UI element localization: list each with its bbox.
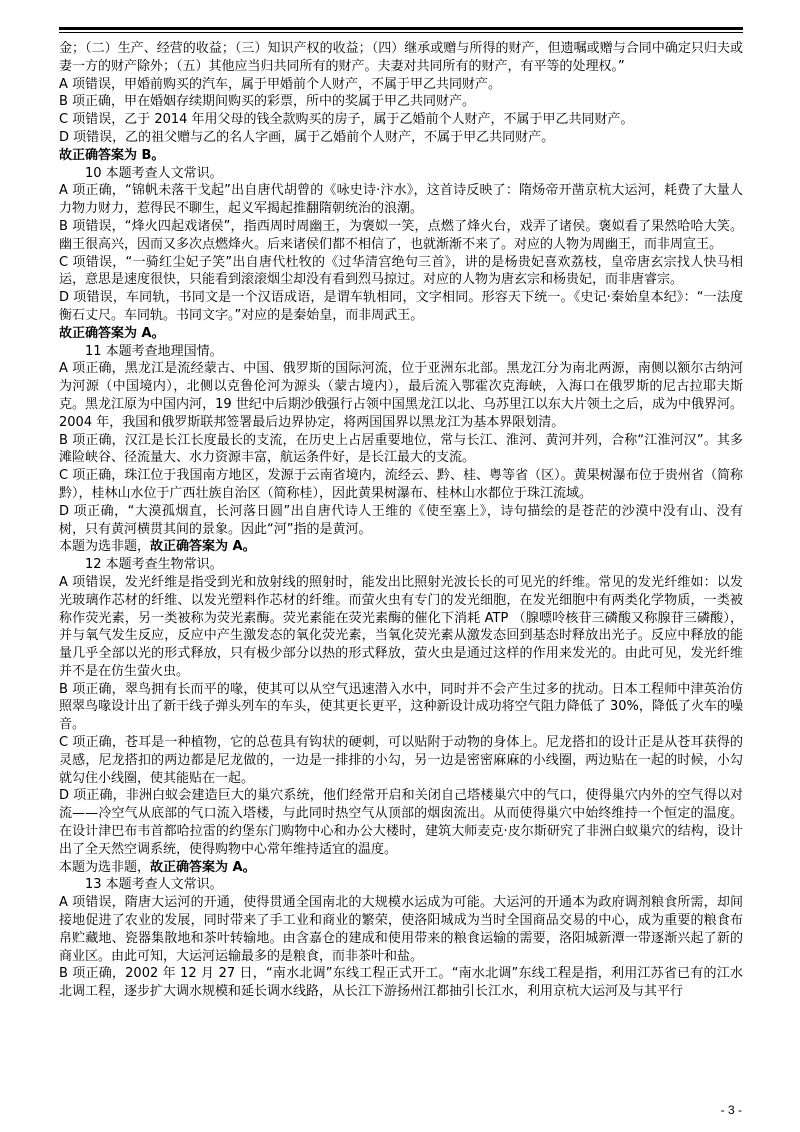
- paragraph: B 项正确，翠鸟拥有长而平的喙，使其可以从空气迅速潜入水中，同时并不会产生过多的扰动。日本工程师中津英治仿照翠鸟喙设计出了新干线子弹头列车的车头，使其更长更平，这种新设计成功将空气阻力降低了 30%，降低了火车的噪音。: [59, 681, 743, 733]
- header-rule-thin: [59, 32, 743, 33]
- answer-emphasis: 故正确答案为 A。: [150, 539, 256, 555]
- answer-line: 本题为选非题，故正确答案为 A。: [59, 539, 256, 555]
- paragraph: B 项正确，汉江是长江长度最长的支流，在历史上占居重要地位，常与长江、淮河、黄河并列，合称“江淮河汉”。其多滩险峡谷、径流量大、水力资源丰富，航运条件好，是长江最大的支流。: [59, 432, 743, 466]
- question-heading: 11 本题考查地理国情。: [85, 343, 223, 359]
- header-rule-thick: [59, 27, 743, 30]
- paragraph: B 项错误，“烽火四起戏诸侯”，指西周时周幽王，为褒姒一笑，点燃了烽火台，戏弄了诸侯。褒姒看了果然哈哈大笑。幽王很高兴，因而又多次点燃烽火。后来诸侯们都不相信了，也就渐渐不来了。对应的人物为周幽王，而非周宣王。: [59, 218, 743, 252]
- paragraph: A 项错误，发光纤维是指受到光和放射线的照射时，能发出比照射光波长长的可见光的纤维。常见的发光纤维如：以发光玻璃作芯材的纤维、以发光塑料作芯材的纤维。而萤火虫有专门的发光细胞，在发光细胞中有两类化学物质，一类被称作荧光素，另一类被称为荧光素酶。荧光素能在荧光素酶的催化下消耗 ATP （腺嘌呤核苷三磷酸又称腺苷三磷酸），并与氧气发生反应，反应中产生激发态的氧化荧光素，当氧化荧光素从激发态回到基态时释放出光子。反应中释放的能量几乎全部以光的形式释放，只有极少部分以热的形式释放，萤火虫是通过这样的作用来发光的。由此可见，发光纤维并不是在仿生萤火虫。: [59, 574, 743, 679]
- question-heading: 12 本题考查生物常识。: [85, 557, 223, 573]
- paragraph: C 项正确，苍耳是一种植物，它的总苞具有钩状的硬刺，可以贴附于动物的身体上。尼龙搭扣的设计正是从苍耳获得的灵感，尼龙搭扣的两边都是尼龙做的，一边是一排排的小勾，另一边是密密麻麻的小线圈，两边贴在一起的时候，小勾就勾住小线圈，使其能贴在一起。: [59, 735, 743, 786]
- paragraph: D 项错误，乙的祖父赠与乙的名人字画，属于乙婚前个人财产，不属于甲乙共同财产。: [59, 129, 555, 145]
- question-heading: 13 本题考查人文常识。: [85, 877, 223, 893]
- paragraph: C 项错误，乙于 2014 年用父母的钱全款购买的房子，属于乙婚前个人财产，不属于甲乙共同财产。: [59, 112, 634, 128]
- paragraph: D 项错误，车同轨，书同文是一个汉语成语，是谓车轨相同，文字相同。形容天下统一。《史记·秦始皇本纪》：“一法度衡石丈尺。车同轨。书同文字。”对应的是秦始皇，而非周武王。: [59, 290, 743, 323]
- answer-line: 本题为选非题，故正确答案为 A。: [59, 859, 256, 875]
- paragraph: C 项正确，珠江位于我国南方地区，发源于云南省境内，流经云、黔、桂、粤等省（区）。黄果树瀑布位于贵州省（简称黔），桂林山水位于广西壮族自治区（简称桂），因此黄果树瀑布、桂林山水都位于珠江流域。: [59, 468, 743, 501]
- document-body: [59, 40, 743, 1001]
- paragraph: A 项正确，“锦帆未落干戈起”出自唐代胡曾的《咏史诗·汴水》，这首诗反映了：隋炀帝开凿京杭大运河，耗费了大量人力物力财力，惹得民不聊生，起义军揭起推翻隋朝统治的浪潮。: [59, 183, 743, 217]
- paragraph: A 项错误，隋唐大运河的开通，使得贯通全国南北的大规模水运成为可能。大运河的开通本为政府调剂粮食所需，却间接地促进了农业的发展，同时带来了手工业和商业的繁荣，使洛阳城成为当时全国商品交易的中心，成为重要的粮食布帛贮藏地、瓷器集散地和茶叶转输地。由含嘉仓的建成和使用带来的粮食运输的需要，洛阳城新潭一带逐渐兴起了新的商业区。由此可知，大运河运输最多的是粮食，而非茶叶和盐。: [59, 895, 743, 964]
- question-heading: 10 本题考查人文常识。: [85, 165, 223, 181]
- paragraph: D 项正确，“大漠孤烟直，长河落日圆”出自唐代诗人王维的《使至塞上》，诗句描绘的是苍茫的沙漠中没有山、没有树，只有黄河横贯其间的景象。因此“河”指的是黄河。: [59, 503, 743, 537]
- page-number: - 3 -: [720, 1103, 742, 1117]
- paragraph: A 项错误，甲婚前购买的汽车，属于甲婚前个人财产，不属于甲乙共同财产。: [59, 76, 502, 92]
- paragraph: C 项错误，“一骑红尘妃子笑”出自唐代杜牧的《过华清宫绝句三首》，讲的是杨贵妃喜欢荔枝，皇帝唐玄宗找人快马相运，意思是速度很快，只能看到滚滚烟尘却没有看到烈马掠过。对应的人物为唐玄宗和杨贵妃，而非唐睿宗。: [59, 254, 743, 288]
- paragraph: B 项正确，甲在婚姻存续期间购买的彩票，所中的奖属于甲乙共同财产。: [59, 94, 476, 110]
- answer-line: 故正确答案为 A。: [59, 325, 165, 341]
- paragraph: B 项正确，2002 年 12 月 27 日，“南水北调”东线工程正式开工。“南水北调”东线工程是指，利用江苏省已有的江水北调工程，逐步扩大调水规模和延长调水线路，从长江下游扬州江都抽引长江水，利用京杭大运河及与其平行: [59, 966, 743, 1000]
- paragraph: A 项正确，黑龙江是流经蒙古、中国、俄罗斯的国际河流，位于亚洲东北部。黑龙江分为南北两源，南侧以额尔古纳河为河源（中国境内），北侧以克鲁伦河为源头（蒙古境内），最后流入鄂霍次克海峡，入海口在俄罗斯的尼古拉耶夫斯克。黑龙江原为中国内河，19 世纪中后期沙俄强行占领中国黑龙江以北、乌苏里江以东大片领土之后，成为中俄界河。2004 年，我国和俄罗斯联邦签署最后边界协定，将两国国界以黑龙江为基本界限划清。: [59, 361, 743, 430]
- paragraph: D 项正确，非洲白蚁会建造巨大的巢穴系统，他们经常开启和关闭自己塔楼巢穴中的气口，使得巢穴内外的空气得以对流——冷空气从底部的气口流入塔楼，与此同时热空气从顶部的烟囱流出。从而使得巢穴中始终维持一个恒定的温度。在设计津巴布韦首都哈拉雷的约堡东门购物中心和办公大楼时，建筑大师麦克·皮尔斯研究了非洲白蚁巢穴的结构，设计出了全天然空调系统，使得购物中心常年维持适宜的温度。: [59, 788, 743, 857]
- answer-emphasis: 故正确答案为 A。: [150, 859, 256, 875]
- answer-line: 故正确答案为 B。: [59, 147, 165, 163]
- paragraph: 金；（二）生产、经营的收益；（三）知识产权的收益；（四）继承或赠与所得的财产，但遗嘱或赠与合同中确定只归夫或妻一方的财产除外；（五）其他应当归共同所有的财产。夫妻对共同所有的财产，有平等的处理权。”: [59, 41, 743, 74]
